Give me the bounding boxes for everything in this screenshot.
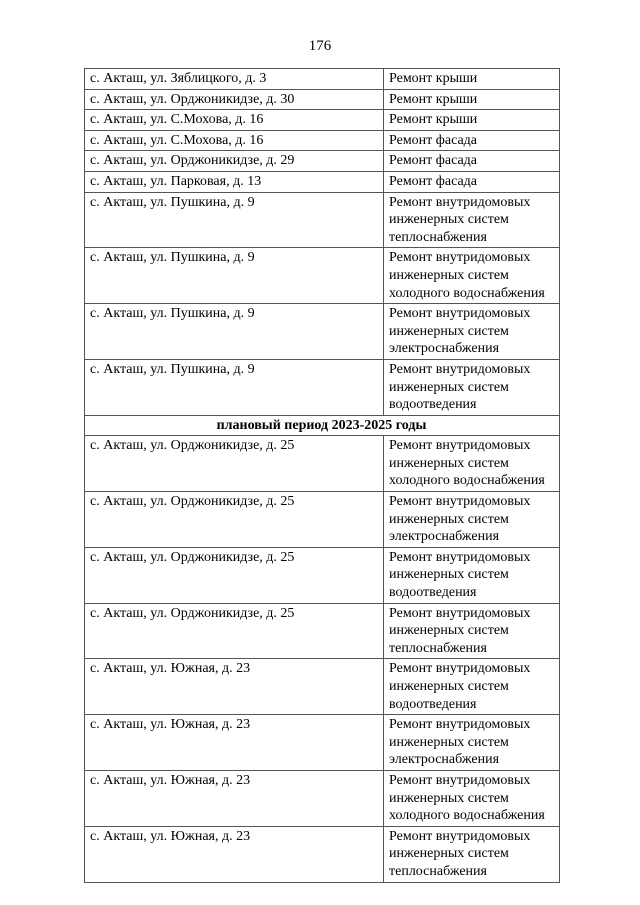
table-row [85, 436, 560, 492]
work-type-cell: Ремонт внутридомовых инженерных систем теплоснабжения [384, 192, 560, 248]
table-row [85, 715, 560, 771]
table-row [85, 171, 560, 192]
table-row [85, 69, 560, 90]
address-cell: с. Акташ, ул. Южная, д. 23 [85, 715, 384, 771]
address-cell: с. Акташ, ул. Орджоникидзе, д. 25 [85, 436, 384, 492]
work-type-cell: Ремонт фасада [384, 151, 560, 172]
address-cell: с. Акташ, ул. Южная, д. 23 [85, 659, 384, 715]
work-type-cell: Ремонт крыши [384, 89, 560, 110]
work-type-cell: Ремонт внутридомовых инженерных систем холодного водоснабжения [384, 436, 560, 492]
address-cell: с. Акташ, ул. Пушкина, д. 9 [85, 359, 384, 415]
address-cell: с. Акташ, ул. Орджоникидзе, д. 25 [85, 603, 384, 659]
work-type-cell: Ремонт фасада [384, 171, 560, 192]
address-cell: с. Акташ, ул. Орджоникидзе, д. 29 [85, 151, 384, 172]
address-cell: с. Акташ, ул. Орджоникидзе, д. 30 [85, 89, 384, 110]
work-type-cell: Ремонт внутридомовых инженерных систем холодного водоснабжения [384, 770, 560, 826]
table-row [85, 492, 560, 548]
table-section [85, 415, 560, 436]
table-row [85, 770, 560, 826]
table-body-current [85, 69, 560, 416]
work-type-cell: Ремонт внутридомовых инженерных систем холодного водоснабжения [384, 248, 560, 304]
address-cell: с. Акташ, ул. Пушкина, д. 9 [85, 248, 384, 304]
work-type-cell: Ремонт внутридомовых инженерных систем электроснабжения [384, 492, 560, 548]
table-row [85, 659, 560, 715]
work-type-cell: Ремонт внутридомовых инженерных систем водоотведения [384, 359, 560, 415]
table-row [85, 248, 560, 304]
table-row [85, 110, 560, 131]
address-cell: с. Акташ, ул. Орджоникидзе, д. 25 [85, 492, 384, 548]
work-type-cell: Ремонт крыши [384, 110, 560, 131]
table-row [85, 192, 560, 248]
address-cell: с. Акташ, ул. Южная, д. 23 [85, 826, 384, 882]
table-row [85, 603, 560, 659]
section-row [85, 415, 560, 436]
table-row [85, 359, 560, 415]
table-row [85, 151, 560, 172]
table-row [85, 89, 560, 110]
address-cell: с. Акташ, ул. Пушкина, д. 9 [85, 192, 384, 248]
page-number: 176 [308, 38, 332, 54]
address-cell: с. Акташ, ул. Орджоникидзе, д. 25 [85, 547, 384, 603]
repair-table [84, 68, 560, 883]
address-cell: с. Акташ, ул. С.Мохова, д. 16 [85, 130, 384, 151]
table-row [85, 547, 560, 603]
address-cell: с. Акташ, ул. Зяблицкого, д. 3 [85, 69, 384, 90]
address-cell: с. Акташ, ул. Южная, д. 23 [85, 770, 384, 826]
table-body-planned [85, 436, 560, 882]
table-row [85, 304, 560, 360]
work-type-cell: Ремонт внутридомовых инженерных систем теплоснабжения [384, 826, 560, 882]
work-type-cell: Ремонт крыши [384, 69, 560, 90]
work-type-cell: Ремонт внутридомовых инженерных систем водоотведения [384, 547, 560, 603]
address-cell: с. Акташ, ул. Пушкина, д. 9 [85, 304, 384, 360]
work-type-cell: Ремонт внутридомовых инженерных систем электроснабжения [384, 715, 560, 771]
address-cell: с. Акташ, ул. Парковая, д. 13 [85, 171, 384, 192]
work-type-cell: Ремонт фасада [384, 130, 560, 151]
work-type-cell: Ремонт внутридомовых инженерных систем теплоснабжения [384, 603, 560, 659]
work-type-cell: Ремонт внутридомовых инженерных систем электроснабжения [384, 304, 560, 360]
table-row [85, 130, 560, 151]
address-cell: с. Акташ, ул. С.Мохова, д. 16 [85, 110, 384, 131]
section-title: плановый период 2023-2025 годы [85, 415, 560, 436]
work-type-cell: Ремонт внутридомовых инженерных систем водоотведения [384, 659, 560, 715]
table-row [85, 826, 560, 882]
